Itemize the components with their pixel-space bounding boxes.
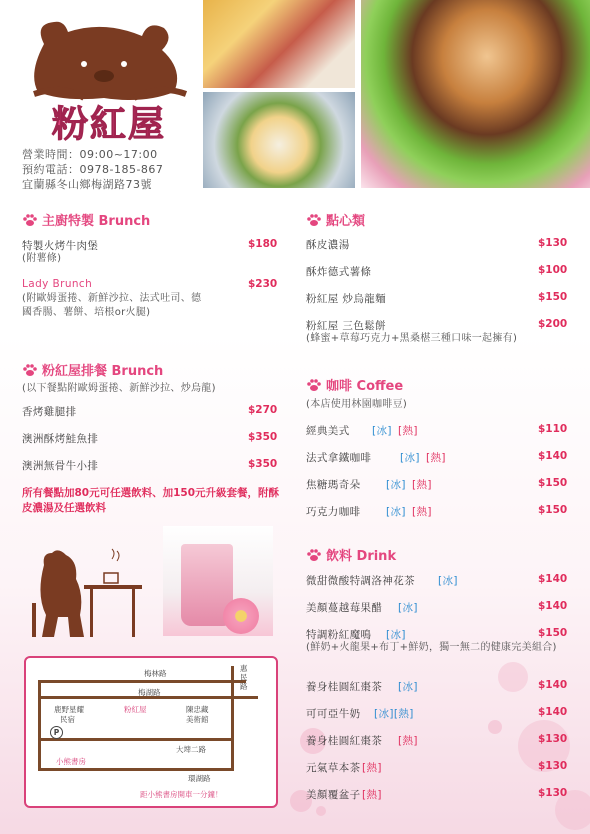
menu-item-price: $140: [538, 706, 568, 718]
shop-name: 粉紅屋: [52, 103, 167, 145]
menu-item-price: $110: [538, 423, 568, 435]
parking-icon: P: [50, 726, 63, 739]
menu-item-price: $350: [248, 431, 278, 443]
ice-tag: [冰]: [400, 452, 420, 464]
menu-item-name: 酥皮濃湯: [306, 239, 350, 251]
menu-item-name: 養身桂圓紅棗茶: [306, 681, 383, 693]
ice-tag: [冰]: [386, 479, 406, 491]
menu-item-name: 澳洲無骨牛小排: [22, 460, 99, 472]
menu-item-price: $140: [538, 600, 568, 612]
snacks-section-title: 點心類: [306, 210, 365, 229]
menu-item-name: 養身桂圓紅棗茶: [306, 735, 383, 747]
menu-item-price: $130: [538, 760, 568, 772]
ice-tag: [冰]: [398, 602, 418, 614]
location-map: [24, 656, 278, 808]
menu-item-name: 粉紅屋 三色鬆餅: [306, 320, 387, 332]
ice-tag: [冰]: [398, 681, 418, 693]
photo-burger: [361, 0, 590, 188]
hours: 營業時間：09:00~17:00: [22, 148, 158, 161]
menu-item-name: 特製火烤牛肉堡: [22, 240, 99, 252]
menu-item-price: $230: [248, 278, 278, 290]
ice-tag: [冰]: [372, 425, 392, 437]
bear-logo: [24, 14, 194, 106]
menu-item-name: 美顏蔓越莓果醋: [306, 602, 383, 614]
menu-item-name: 微甜微酸特調洛神花茶: [306, 575, 415, 587]
menu-item-name: 酥炸德式薯條: [306, 266, 372, 278]
menu-item-price: $140: [538, 573, 568, 585]
brunch-section-title: 主廚特製 Brunch: [22, 210, 150, 229]
coffee-section-title: 咖啡 Coffee: [306, 375, 403, 394]
hot-tag: [熱]: [426, 452, 446, 464]
drink-section-title: 飲料 Drink: [306, 545, 396, 564]
menu-item-price: $180: [248, 238, 278, 250]
menu-item-name: 巧克力咖啡: [306, 506, 361, 518]
steak-footnote: 所有餐點加80元可任選飲料、加150元升級套餐，附酥皮濃湯及任選飲料: [22, 487, 280, 514]
map-road-label: 梅林路: [144, 669, 167, 678]
address: 宜蘭縣冬山鄉梅湖路73號: [22, 178, 152, 191]
paw-icon: [306, 213, 322, 227]
menu-item-name: 美顏覆盆子: [306, 789, 361, 801]
menu-item-price: $150: [538, 477, 568, 489]
menu-item-name: 粉紅屋 炒烏龍麵: [306, 293, 387, 305]
menu-item-name: 澳洲酥烤鮭魚排: [22, 433, 99, 445]
map-place-label: 小熊書房: [56, 757, 86, 766]
menu-item-name: 元氣草本茶: [306, 762, 361, 774]
map-road-label: 環湖路: [188, 774, 211, 783]
map-place-label: 民宿: [60, 715, 75, 724]
menu-item-price: $100: [538, 264, 568, 276]
map-place-label: 美術館: [186, 715, 209, 724]
paw-icon: [22, 363, 38, 377]
steak-section-title: 粉紅屋排餐 Brunch: [22, 360, 163, 379]
menu-item-note: (附薯條): [22, 253, 62, 264]
map-road-label: 惠民路: [240, 664, 248, 691]
ice-tag: [冰]: [386, 629, 406, 641]
menu-item-price: $150: [538, 291, 568, 303]
photo-smoothie: [163, 526, 273, 636]
bear-reading-illustration: [24, 545, 154, 640]
paw-icon: [306, 548, 322, 562]
menu-item-price: $140: [538, 679, 568, 691]
ice-hot-tag: [冰][熱]: [374, 708, 414, 720]
paw-icon: [306, 378, 322, 392]
hot-tag: [熱]: [362, 789, 382, 801]
hot-tag: [熱]: [412, 506, 432, 518]
map-footnote: 距小熊書房開車一分鐘！: [140, 790, 223, 799]
menu-item-price: $200: [538, 318, 568, 330]
menu-item-price: $130: [538, 733, 568, 745]
menu-item-name: 焦糖瑪奇朵: [306, 479, 361, 491]
menu-item-price: $150: [538, 627, 568, 639]
menu-item-note: (蜂蜜+草莓巧克力+黑桑椹三種口味一起擁有): [306, 333, 518, 344]
coffee-subtitle: (本店使用林園咖啡豆): [306, 399, 408, 410]
menu-item-price: $270: [248, 404, 278, 416]
map-place-label: 鹿野星耀: [54, 705, 84, 714]
map-road-label: 大埤二路: [176, 745, 206, 754]
ice-tag: [冰]: [386, 506, 406, 518]
menu-item-name: 經典美式: [306, 425, 350, 437]
menu-item-note: (鮮奶+火龍果+布丁+鮮奶，獨一無二的健康完美組合): [306, 642, 557, 653]
menu-item-price: $140: [538, 450, 568, 462]
hot-tag: [熱]: [398, 735, 418, 747]
photo-fries-ham: [203, 0, 355, 88]
menu-item-price: $130: [538, 787, 568, 799]
hot-tag: [熱]: [362, 762, 382, 774]
map-road-label: 梅湖路: [138, 688, 161, 697]
photo-plate: [203, 92, 355, 188]
menu-item-note: (附歐姆蛋捲、新鮮沙拉、法式吐司、德國香腸、薯餅、培根or火腿): [22, 293, 202, 318]
steak-subtitle: (以下餐點附歐姆蛋捲、新鮮沙拉、炒烏龍): [22, 383, 216, 394]
menu-item-name: 法式拿鐵咖啡: [306, 452, 372, 464]
hot-tag: [熱]: [412, 479, 432, 491]
hot-tag: [熱]: [398, 425, 418, 437]
map-place-label: 陳忠藏: [186, 705, 209, 714]
menu-item-price: $150: [538, 504, 568, 516]
ice-tag: [冰]: [438, 575, 458, 587]
menu-item-name: 香烤雞腿排: [22, 406, 77, 418]
menu-item-price: $350: [248, 458, 278, 470]
map-place-label: 粉紅屋: [124, 705, 147, 714]
phone: 預約電話：0978-185-867: [22, 163, 164, 176]
menu-item-name: 可可亞牛奶: [306, 708, 361, 720]
menu-item-name: 特調粉紅魔鳴: [306, 629, 372, 641]
paw-icon: [22, 213, 38, 227]
menu-item-name: Lady Brunch: [22, 278, 93, 290]
menu-item-price: $130: [538, 237, 568, 249]
